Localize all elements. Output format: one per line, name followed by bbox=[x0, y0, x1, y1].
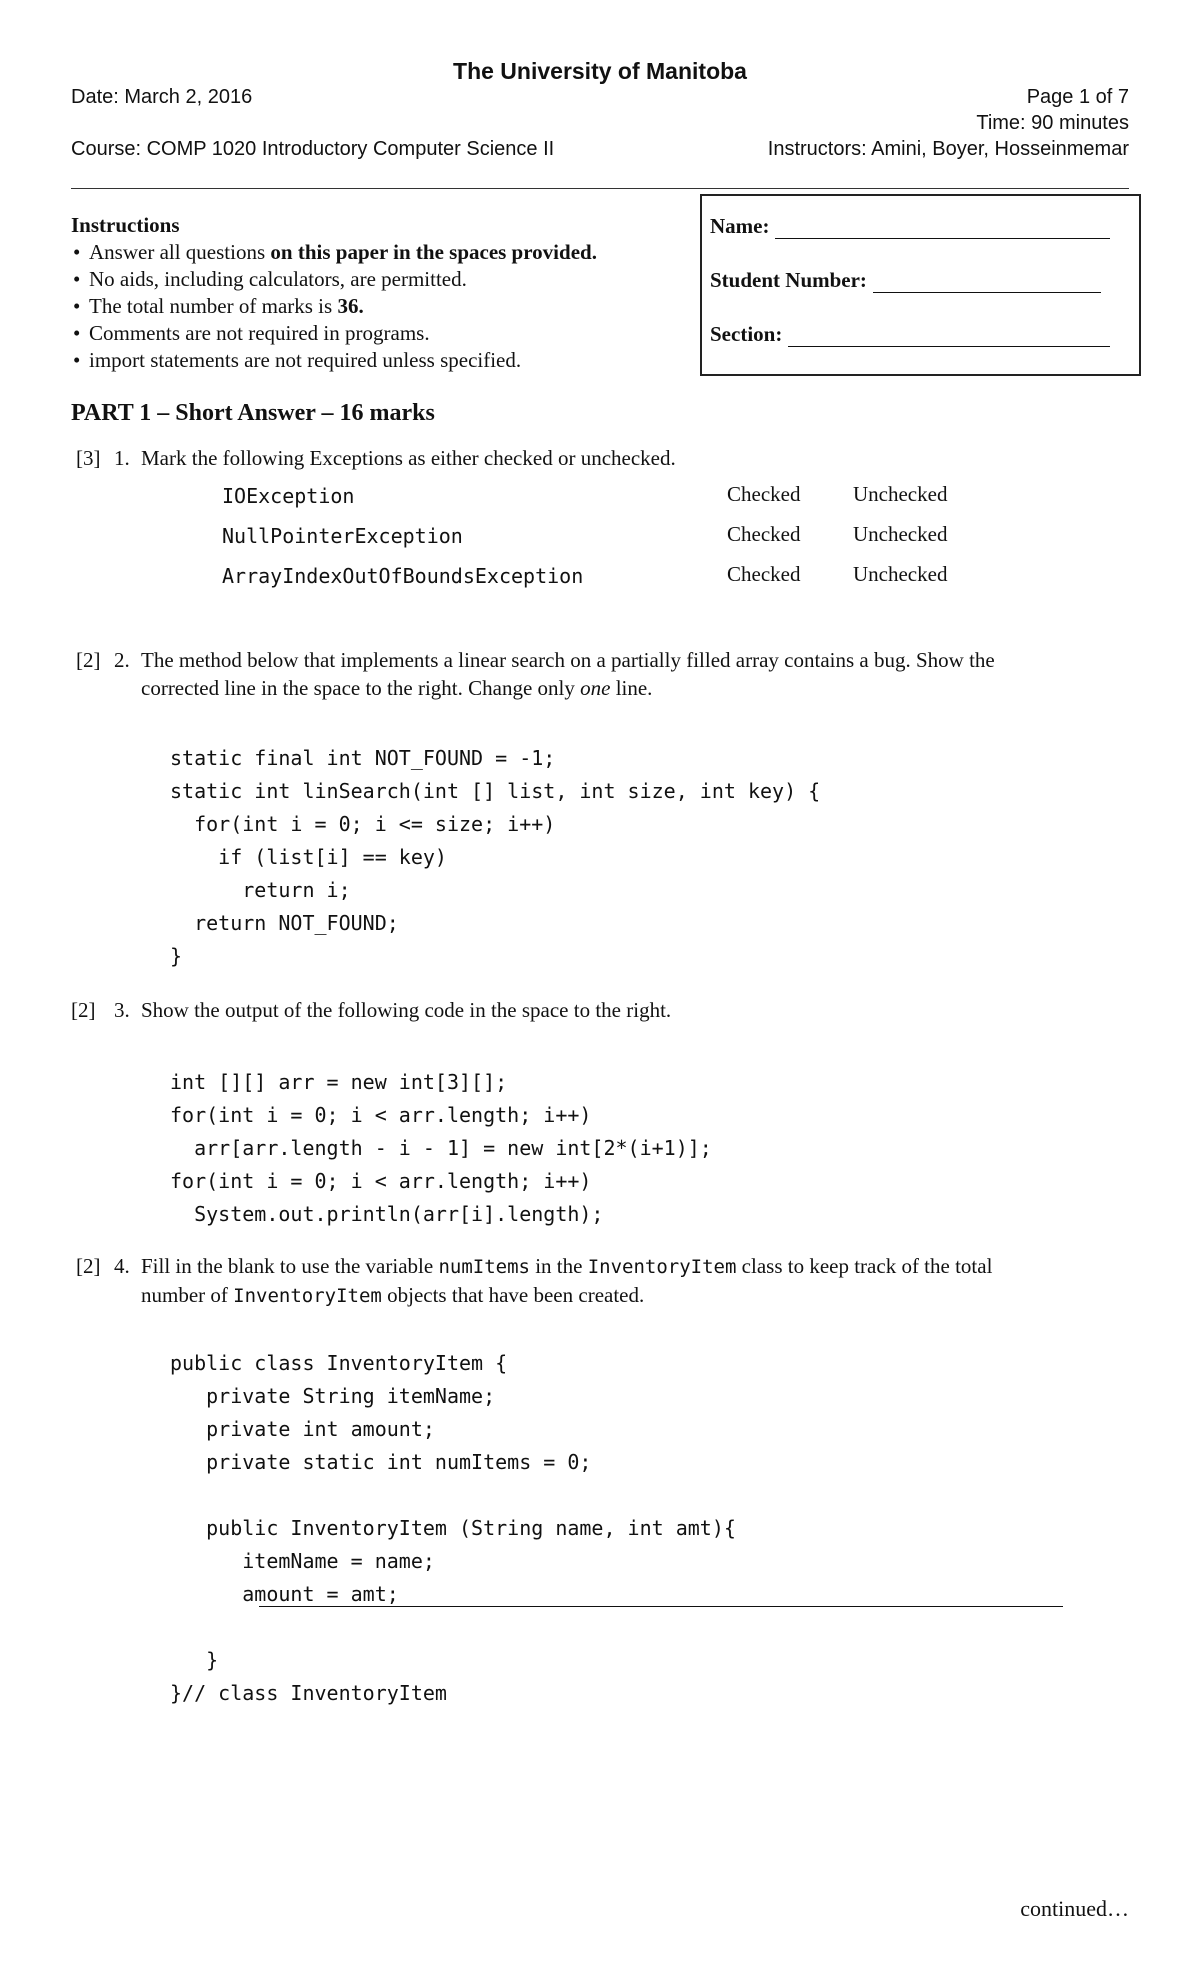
code-line: } bbox=[170, 1648, 219, 1672]
question-marks: [2] bbox=[76, 1254, 101, 1278]
inline-code: InventoryItem bbox=[233, 1285, 382, 1307]
code-line: return i; bbox=[170, 878, 351, 902]
section-field[interactable] bbox=[788, 326, 1110, 347]
name-field[interactable] bbox=[775, 218, 1110, 239]
question-3 bbox=[71, 996, 1131, 1026]
question-2 bbox=[76, 646, 1136, 706]
instruction-emphasis: on this paper in the spaces provided. bbox=[270, 240, 597, 264]
instructors: Instructors: Amini, Boyer, Hosseinmemar bbox=[767, 138, 1129, 160]
code-line: private static int numItems = 0; bbox=[170, 1450, 592, 1474]
unchecked-option[interactable]: Unchecked bbox=[853, 562, 948, 586]
question-text: Show the output of the following code in the space to the right. bbox=[141, 998, 672, 1022]
instructions-list bbox=[71, 239, 671, 374]
code-block-q4 bbox=[170, 1314, 736, 1710]
code-line: itemName = name; bbox=[170, 1549, 435, 1573]
instruction-item: • import statements are not required unless specified. bbox=[71, 347, 671, 374]
part-title: PART 1 – Short Answer – 16 marks bbox=[71, 400, 435, 426]
code-line: for(int i = 0; i < arr.length; i++) bbox=[170, 1103, 592, 1127]
instruction-item: • No aids, including calculators, are permitted. bbox=[71, 266, 671, 293]
question-text-line: in the bbox=[529, 1254, 588, 1278]
section-row bbox=[710, 322, 1110, 347]
code-line: public class InventoryItem { bbox=[170, 1351, 508, 1375]
question-marks: [2] bbox=[76, 648, 101, 672]
code-line: amount = amt; bbox=[170, 1582, 399, 1606]
question-text bbox=[141, 1252, 1141, 1310]
student-info-box bbox=[700, 194, 1141, 376]
instruction-text: Answer all questions bbox=[89, 240, 271, 264]
code-line: for(int i = 0; i < arr.length; i++) bbox=[170, 1169, 592, 1193]
code-line: System.out.println(arr[i].length); bbox=[170, 1202, 604, 1226]
question-text bbox=[141, 646, 1141, 702]
instructions-block bbox=[71, 212, 671, 374]
student-number-row bbox=[710, 268, 1101, 293]
question-text-line: class to keep track of the total bbox=[736, 1254, 993, 1278]
unchecked-option[interactable]: Unchecked bbox=[853, 482, 948, 506]
checked-option[interactable]: Checked bbox=[727, 522, 801, 546]
code-line bbox=[170, 1611, 736, 1644]
instructions-heading: Instructions bbox=[71, 213, 180, 237]
section-label: Section: bbox=[710, 322, 783, 346]
question-number: 2. bbox=[114, 648, 130, 672]
unchecked-option[interactable]: Unchecked bbox=[853, 522, 948, 546]
question-text-line: objects that have been created. bbox=[381, 1283, 645, 1307]
code-line: static int linSearch(int [] list, int size, int key) { bbox=[170, 779, 821, 803]
question-number: 1. bbox=[114, 446, 130, 470]
code-line: }// class InventoryItem bbox=[170, 1681, 447, 1705]
exception-row bbox=[222, 560, 982, 600]
answer-blank-line[interactable] bbox=[259, 1606, 1063, 1607]
checked-option[interactable]: Checked bbox=[727, 482, 801, 506]
exam-date: Date: March 2, 2016 bbox=[71, 86, 253, 108]
exceptions-table bbox=[222, 480, 982, 600]
question-text-line: Fill in the blank to use the variable bbox=[141, 1254, 439, 1278]
name-row bbox=[710, 214, 1110, 239]
code-line: static final int NOT_FOUND = -1; bbox=[170, 746, 556, 770]
code-line: if (list[i] == key) bbox=[170, 845, 447, 869]
exception-name: NullPointerException bbox=[222, 524, 463, 548]
inline-code: InventoryItem bbox=[587, 1256, 737, 1278]
instruction-item: • Comments are not required in programs. bbox=[71, 320, 671, 347]
instruction-item bbox=[71, 239, 671, 266]
code-line: int [][] arr = new int[3][]; bbox=[170, 1070, 508, 1094]
code-block-q3 bbox=[170, 1033, 712, 1231]
code-line: arr[arr.length - i - 1] = new int[2*(i+1)]; bbox=[170, 1136, 712, 1160]
question-4 bbox=[76, 1252, 1136, 1312]
question-text-emphasis: one bbox=[580, 676, 611, 700]
exception-name: ArrayIndexOutOfBoundsException bbox=[222, 564, 584, 588]
code-line: private int amount; bbox=[170, 1417, 435, 1441]
checked-option[interactable]: Checked bbox=[727, 562, 801, 586]
instruction-item bbox=[71, 293, 671, 320]
question-1 bbox=[76, 444, 1136, 474]
code-line: for(int i = 0; i <= size; i++) bbox=[170, 812, 556, 836]
page-number: Page 1 of 7 bbox=[1026, 86, 1129, 108]
exam-time: Time: 90 minutes bbox=[976, 112, 1129, 134]
exception-name: IOException bbox=[222, 484, 355, 508]
instruction-text: The total number of marks is bbox=[89, 294, 338, 318]
code-line: } bbox=[170, 944, 183, 968]
question-marks: [3] bbox=[76, 446, 101, 470]
question-text-line: line. bbox=[610, 676, 653, 700]
student-number-label: Student Number: bbox=[710, 268, 867, 292]
exception-row bbox=[222, 520, 982, 560]
question-number: 4. bbox=[114, 1254, 130, 1278]
university-title: The University of Manitoba bbox=[453, 58, 747, 84]
code-line: public InventoryItem (String name, int amt){ bbox=[170, 1516, 736, 1540]
code-line: return NOT_FOUND; bbox=[170, 911, 399, 935]
inline-code: numItems bbox=[438, 1256, 530, 1278]
question-text-line: corrected line in the space to the right. Change only bbox=[141, 676, 581, 700]
question-text-line: number of bbox=[141, 1283, 234, 1307]
instruction-emphasis: 36. bbox=[337, 294, 364, 318]
question-text: Mark the following Exceptions as either checked or unchecked. bbox=[141, 446, 676, 470]
continued-note: continued… bbox=[1020, 1896, 1129, 1921]
question-number: 3. bbox=[114, 998, 130, 1022]
code-block-q2 bbox=[170, 709, 820, 973]
question-marks: [2] bbox=[71, 998, 96, 1022]
student-number-field[interactable] bbox=[873, 272, 1101, 293]
exception-row bbox=[222, 480, 982, 520]
code-line bbox=[170, 1479, 736, 1512]
code-line: private String itemName; bbox=[170, 1384, 496, 1408]
header-divider bbox=[71, 188, 1129, 189]
name-label: Name: bbox=[710, 214, 770, 238]
question-text-line: The method below that implements a linear search on a partially filled array contains a bug. Show the bbox=[141, 648, 995, 672]
course-name: Course: COMP 1020 Introductory Computer Science II bbox=[71, 138, 555, 160]
